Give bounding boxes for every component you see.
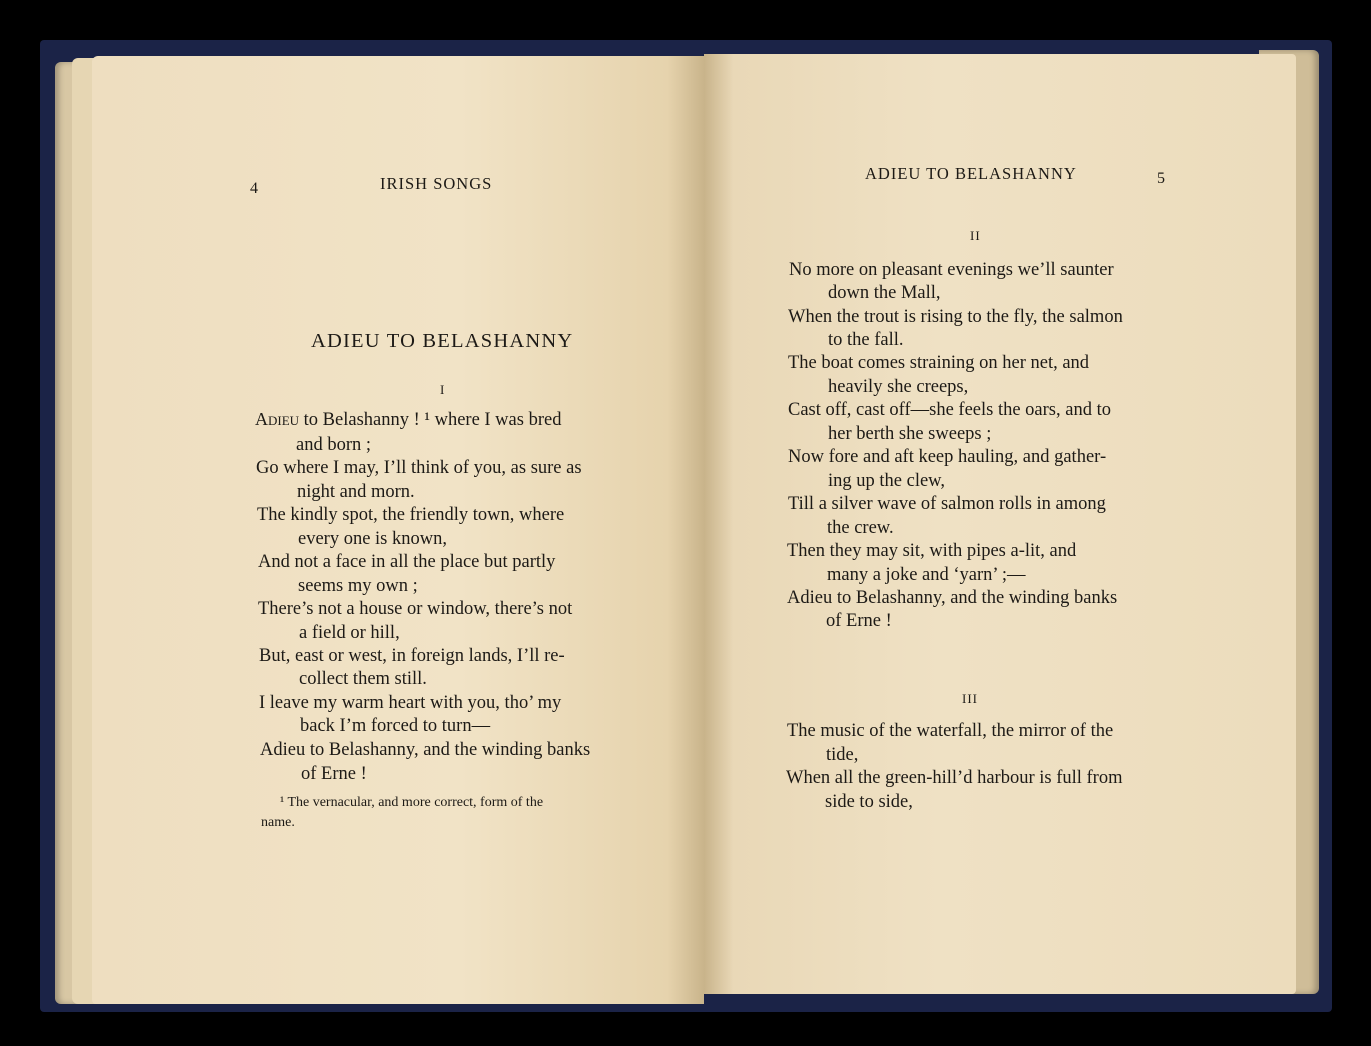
poem-line: The music of the waterfall, the mirror of the	[787, 721, 1114, 741]
stanza-number-3: III	[962, 691, 978, 706]
right-page	[704, 54, 1296, 994]
stanza-number-1: I	[440, 382, 446, 397]
poem-line: When the trout is rising to the fly, the salmon	[788, 307, 1123, 327]
poem-line: night and morn.	[297, 482, 415, 502]
poem-line: Adieu to Belashanny, and the winding banks	[787, 588, 1118, 608]
poem-line: many a joke and ‘yarn’ ;—	[827, 565, 1026, 585]
poem-line: heavily she creeps,	[828, 377, 969, 397]
left-page	[92, 56, 704, 1004]
poem-line: of Erne !	[826, 611, 892, 631]
poem-line: But, east or west, in foreign lands, I’ll re-	[259, 646, 565, 666]
footnote-continued: name.	[261, 815, 295, 830]
poem-line: The kindly spot, the friendly town, where	[257, 505, 565, 525]
page-number-left: 4	[250, 180, 258, 197]
poem-line: back I’m forced to turn—	[300, 716, 491, 736]
poem-line: Till a silver wave of salmon rolls in among	[788, 494, 1106, 514]
poem-line: to the fall.	[828, 330, 904, 350]
poem-line: No more on pleasant evenings we’ll saunter	[789, 260, 1114, 280]
poem-line: her berth she sweeps ;	[828, 424, 992, 444]
footnote: ¹ The vernacular, and more correct, form of the	[280, 795, 544, 810]
poem-line: a field or hill,	[299, 623, 400, 643]
poem-line: every one is known,	[298, 529, 447, 549]
poem-line: tide,	[826, 745, 859, 765]
poem-line: Go where I may, I’ll think of you, as sure as	[256, 458, 582, 478]
poem-line: side to side,	[825, 792, 913, 812]
running-head-left: IRISH SONGS	[380, 174, 493, 193]
poem-line: Adieu to Belashanny, and the winding banks	[260, 740, 591, 760]
poem-line: Cast off, cast off—she feels the oars, and to	[788, 400, 1111, 420]
poem-line: of Erne !	[301, 764, 367, 784]
poem-line: And not a face in all the place but partly	[258, 552, 556, 572]
first-word: Adieu	[255, 409, 300, 429]
poem-line: I leave my warm heart with you, tho’ my	[259, 693, 562, 713]
poem-line: Adieu to Belashanny ! ¹ where I was bred	[255, 409, 562, 430]
poem-line: Then they may sit, with pipes a-lit, and	[787, 541, 1077, 561]
poem-line: ing up the clew,	[828, 471, 945, 491]
poem-title: ADIEU TO BELASHANNY	[311, 330, 574, 352]
poem-line: When all the green-hill’d harbour is full from	[786, 768, 1123, 788]
page-number-right: 5	[1157, 170, 1165, 187]
poem-line: collect them still.	[299, 669, 427, 689]
running-head-right: ADIEU TO BELASHANNY	[865, 164, 1077, 183]
poem-line: seems my own ;	[298, 576, 418, 596]
poem-line: the crew.	[827, 518, 894, 538]
poem-line: Now fore and aft keep hauling, and gather-	[788, 447, 1107, 467]
stanza-number-2: II	[970, 228, 981, 243]
poem-line: There’s not a house or window, there’s not	[258, 599, 573, 619]
poem-line: and born ;	[296, 435, 372, 455]
poem-line: The boat comes straining on her net, and	[788, 353, 1090, 373]
poem-line: down the Mall,	[828, 283, 941, 303]
